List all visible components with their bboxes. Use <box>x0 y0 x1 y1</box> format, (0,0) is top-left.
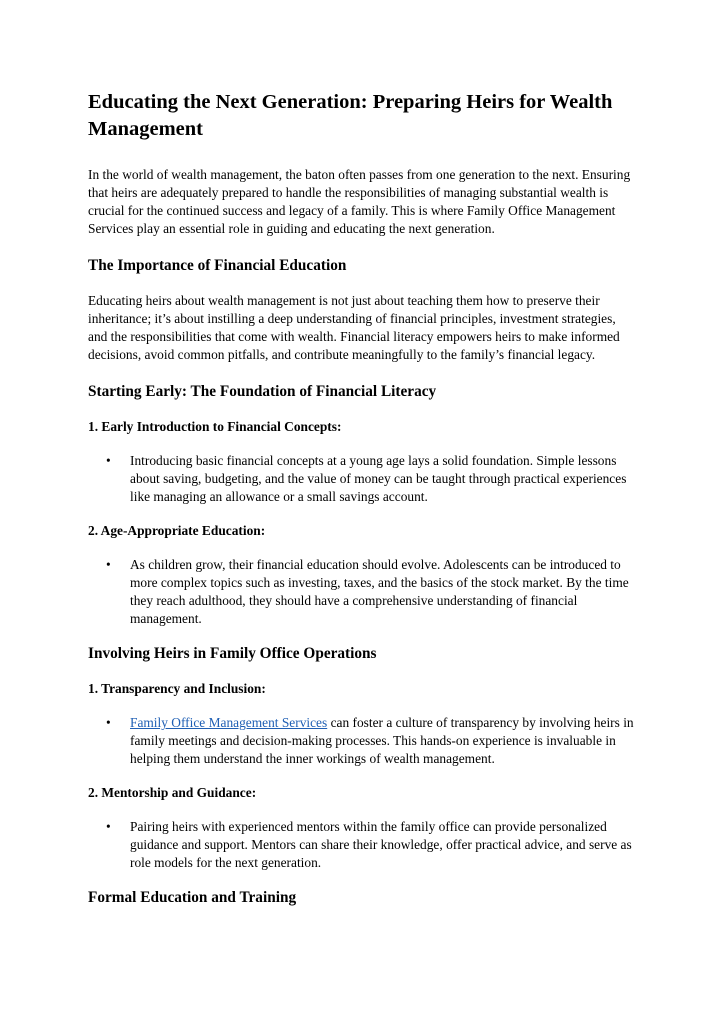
bullet-icon: • <box>106 715 111 730</box>
family-office-link[interactable]: Family Office Management Services <box>130 715 328 730</box>
subheading-mentorship: 2. Mentorship and Guidance: <box>88 785 257 800</box>
list-item-text: Pairing heirs with experienced mentors within the family office can provide personalized guidance and support. Mentors can share their knowledge, offer practical advice, and serve as role models for the next generation. <box>130 819 632 870</box>
document-title: Educating the Next Generation: Preparing Heirs for Wealth Management <box>88 91 613 140</box>
section-heading-involving-heirs: Involving Heirs in Family Office Operations <box>88 645 377 662</box>
bullet-list-early-introduction <box>88 452 636 506</box>
bullet-list-mentorship <box>88 818 636 872</box>
bullet-icon: • <box>106 819 111 834</box>
bullet-list-transparency <box>88 714 636 768</box>
subheading-transparency: 1. Transparency and Inclusion: <box>88 681 266 696</box>
section-heading-importance: The Importance of Financial Education <box>88 257 347 274</box>
list-item <box>88 714 636 768</box>
section-heading-starting-early: Starting Early: The Foundation of Financial Literacy <box>88 383 437 400</box>
list-item <box>88 452 636 506</box>
importance-paragraph: Educating heirs about wealth management is not just about teaching them how to preserve their inheritance; it’s about instilling a deep understanding of financial principles, investment strategies, and the responsibilities that come with wealth. Financial literacy empowers heirs to make informed decisions, avoid common pitfalls, and contribute meaningfully to the family’s financial legacy. <box>88 293 620 362</box>
list-item-text: As children grow, their financial education should evolve. Adolescents can be introduced to more complex topics such as investing, taxes, and the basics of the stock market. By the time they reach adulthood, they should have a comprehensive understanding of financial management. <box>130 557 629 626</box>
list-item-text: Introducing basic financial concepts at a young age lays a solid foundation. Simple lessons about saving, budgeting, and the value of money can be taught through practical experiences like managing an allowance or a small savings account. <box>130 453 627 504</box>
bullet-list-age-appropriate <box>88 556 636 628</box>
section-heading-formal-education: Formal Education and Training <box>88 889 297 906</box>
document-page <box>88 89 636 908</box>
list-item <box>88 818 636 872</box>
bullet-icon: • <box>106 453 111 468</box>
subheading-age-appropriate: 2. Age-Appropriate Education: <box>88 523 266 538</box>
list-item <box>88 556 636 628</box>
intro-paragraph: In the world of wealth management, the baton often passes from one generation to the next. Ensuring that heirs are adequately prepared to handle the responsibilities of managing substantial wealth is crucial for the continued success and legacy of a family. This is where Family Office Management Services play an essential role in guiding and educating the next generation. <box>88 167 631 236</box>
bullet-icon: • <box>106 557 111 572</box>
list-item-text: can foster a culture of transparency by involving heirs in family meetings and decision-making processes. This hands-on experience is invaluable in helping them understand the inner workings of wealth management. <box>130 715 634 766</box>
subheading-early-introduction: 1. Early Introduction to Financial Concepts: <box>88 419 342 434</box>
